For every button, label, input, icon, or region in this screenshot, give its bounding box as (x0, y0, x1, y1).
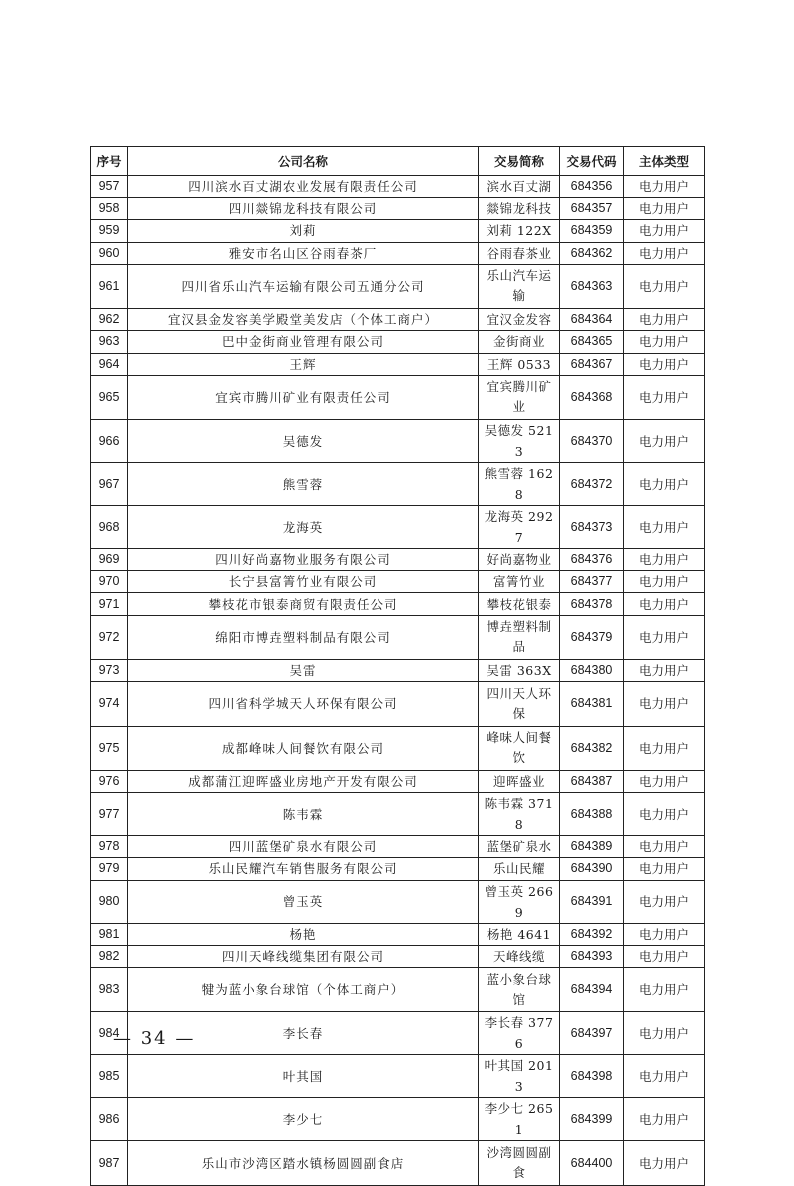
table-row (91, 549, 705, 571)
row-trade-abbr: 博垚塑料制品 (479, 615, 560, 659)
row-seq: 971 (91, 593, 128, 615)
row-trade-abbr: 好尚嘉物业 (479, 549, 560, 571)
table-row (91, 593, 705, 615)
row-entity-type: 电力用户 (624, 967, 705, 1011)
row-trade-code: 684370 (560, 420, 624, 463)
row-trade-abbr: 王辉 0533 (479, 353, 560, 375)
row-trade-code: 684380 (560, 660, 624, 682)
table-row (91, 771, 705, 793)
row-trade-code: 684373 (560, 506, 624, 549)
table-row (91, 463, 705, 506)
row-seq: 959 (91, 220, 128, 242)
row-trade-code: 684394 (560, 967, 624, 1011)
row-trade-abbr: 吴德发 5213 (479, 420, 560, 463)
row-company-name: 龙海英 (128, 506, 479, 549)
row-company-name: 四川滨水百丈湖农业发展有限责任公司 (128, 176, 479, 198)
row-company-name: 宜汉县金发容美学殿堂美发店（个体工商户） (128, 309, 479, 331)
row-trade-code: 684376 (560, 549, 624, 571)
row-trade-code: 684367 (560, 353, 624, 375)
row-company-name: 陈韦霖 (128, 793, 479, 836)
row-entity-type: 电力用户 (624, 1055, 705, 1098)
row-entity-type: 电力用户 (624, 309, 705, 331)
row-entity-type: 电力用户 (624, 549, 705, 571)
row-seq: 978 (91, 836, 128, 858)
row-seq: 970 (91, 571, 128, 593)
row-company-name: 绵阳市博垚塑料制品有限公司 (128, 615, 479, 659)
table-row (91, 198, 705, 220)
table-row (91, 375, 705, 419)
row-company-name: 四川省科学城天人环保有限公司 (128, 682, 479, 726)
row-seq: 961 (91, 264, 128, 308)
row-company-name: 李长春 (128, 1012, 479, 1055)
row-company-name: 四川蓝堡矿泉水有限公司 (128, 836, 479, 858)
row-company-name: 乐山民耀汽车销售服务有限公司 (128, 858, 479, 880)
row-trade-abbr: 龙海英 2927 (479, 506, 560, 549)
row-seq: 977 (91, 793, 128, 836)
row-entity-type: 电力用户 (624, 771, 705, 793)
row-seq: 975 (91, 726, 128, 770)
row-seq: 969 (91, 549, 128, 571)
row-seq: 967 (91, 463, 128, 506)
row-trade-code: 684391 (560, 880, 624, 923)
row-trade-abbr: 李少七 2651 (479, 1098, 560, 1141)
row-trade-abbr: 宜宾腾川矿业 (479, 375, 560, 419)
row-company-name: 曾玉英 (128, 880, 479, 923)
row-trade-code: 684381 (560, 682, 624, 726)
row-trade-code: 684365 (560, 331, 624, 353)
header-seq: 序号 (91, 147, 128, 176)
row-entity-type: 电力用户 (624, 923, 705, 945)
row-trade-abbr: 熊雪蓉 1628 (479, 463, 560, 506)
table-row (91, 220, 705, 242)
row-company-name: 雅安市名山区谷雨春茶厂 (128, 242, 479, 264)
table-row (91, 726, 705, 770)
row-trade-abbr: 曾玉英 2669 (479, 880, 560, 923)
row-trade-abbr: 天峰线缆 (479, 945, 560, 967)
row-seq: 979 (91, 858, 128, 880)
row-trade-code: 684372 (560, 463, 624, 506)
page-number: — 34 — (113, 1028, 196, 1049)
table-row (91, 264, 705, 308)
row-trade-abbr: 陈韦霖 3718 (479, 793, 560, 836)
row-company-name: 熊雪蓉 (128, 463, 479, 506)
table-row (91, 615, 705, 659)
row-company-name: 乐山市沙湾区踏水镇杨圆圆副食店 (128, 1141, 479, 1185)
table-row (91, 242, 705, 264)
row-trade-code: 684400 (560, 1141, 624, 1185)
table-row (91, 1055, 705, 1098)
row-seq: 981 (91, 923, 128, 945)
row-trade-code: 684364 (560, 309, 624, 331)
row-trade-abbr: 叶其国 2013 (479, 1055, 560, 1098)
table-row (91, 945, 705, 967)
row-trade-code: 684377 (560, 571, 624, 593)
row-company-name: 刘莉 (128, 220, 479, 242)
row-trade-abbr: 攀枝花银泰 (479, 593, 560, 615)
row-trade-code: 684392 (560, 923, 624, 945)
row-trade-code: 684362 (560, 242, 624, 264)
row-entity-type: 电力用户 (624, 506, 705, 549)
table-row (91, 176, 705, 198)
row-company-name: 李少七 (128, 1098, 479, 1141)
table-row (91, 793, 705, 836)
row-seq: 962 (91, 309, 128, 331)
row-seq: 965 (91, 375, 128, 419)
row-entity-type: 电力用户 (624, 593, 705, 615)
row-company-name: 巴中金街商业管理有限公司 (128, 331, 479, 353)
row-trade-abbr: 沙湾圆圆副食 (479, 1141, 560, 1185)
table-row (91, 836, 705, 858)
row-company-name: 叶其国 (128, 1055, 479, 1098)
table-row (91, 880, 705, 923)
row-company-name: 四川好尚嘉物业服务有限公司 (128, 549, 479, 571)
row-entity-type: 电力用户 (624, 858, 705, 880)
row-company-name: 四川燚锦龙科技有限公司 (128, 198, 479, 220)
row-seq: 982 (91, 945, 128, 967)
table-row (91, 420, 705, 463)
row-company-name: 吴德发 (128, 420, 479, 463)
header-abbr: 交易简称 (479, 147, 560, 176)
row-entity-type: 电力用户 (624, 880, 705, 923)
row-trade-abbr: 滨水百丈湖 (479, 176, 560, 198)
row-trade-abbr: 乐山汽车运输 (479, 264, 560, 308)
table-row (91, 923, 705, 945)
row-seq: 966 (91, 420, 128, 463)
row-trade-abbr: 吴雷 363X (479, 660, 560, 682)
row-entity-type: 电力用户 (624, 353, 705, 375)
row-company-name: 四川省乐山汽车运输有限公司五通分公司 (128, 264, 479, 308)
row-company-name: 宜宾市腾川矿业有限责任公司 (128, 375, 479, 419)
table-row (91, 331, 705, 353)
row-entity-type: 电力用户 (624, 198, 705, 220)
row-entity-type: 电力用户 (624, 242, 705, 264)
row-seq: 976 (91, 771, 128, 793)
row-entity-type: 电力用户 (624, 1141, 705, 1185)
row-entity-type: 电力用户 (624, 1012, 705, 1055)
row-seq: 963 (91, 331, 128, 353)
row-trade-code: 684378 (560, 593, 624, 615)
row-trade-code: 684382 (560, 726, 624, 770)
row-trade-code: 684363 (560, 264, 624, 308)
row-company-name: 犍为蓝小象台球馆（个体工商户） (128, 967, 479, 1011)
row-company-name: 成都蒲江迎晖盛业房地产开发有限公司 (128, 771, 479, 793)
row-trade-abbr: 蓝堡矿泉水 (479, 836, 560, 858)
row-company-name: 吴雷 (128, 660, 479, 682)
row-seq: 985 (91, 1055, 128, 1098)
row-trade-code: 684390 (560, 858, 624, 880)
row-trade-code: 684393 (560, 945, 624, 967)
row-trade-code: 684389 (560, 836, 624, 858)
row-trade-code: 684387 (560, 771, 624, 793)
table-header-row (91, 147, 705, 176)
row-entity-type: 电力用户 (624, 420, 705, 463)
row-company-name: 王辉 (128, 353, 479, 375)
row-seq: 964 (91, 353, 128, 375)
row-seq: 984 (91, 1012, 128, 1055)
row-company-name: 杨艳 (128, 923, 479, 945)
row-trade-abbr: 蓝小象台球馆 (479, 967, 560, 1011)
row-seq: 960 (91, 242, 128, 264)
row-entity-type: 电力用户 (624, 375, 705, 419)
row-trade-abbr: 燚锦龙科技 (479, 198, 560, 220)
table-row (91, 571, 705, 593)
row-trade-abbr: 谷雨春茶业 (479, 242, 560, 264)
row-seq: 957 (91, 176, 128, 198)
row-trade-abbr: 乐山民耀 (479, 858, 560, 880)
table-row (91, 967, 705, 1011)
row-seq: 987 (91, 1141, 128, 1185)
row-entity-type: 电力用户 (624, 463, 705, 506)
row-trade-abbr: 峰味人间餐饮 (479, 726, 560, 770)
row-seq: 983 (91, 967, 128, 1011)
row-entity-type: 电力用户 (624, 571, 705, 593)
row-company-name: 成都峰味人间餐饮有限公司 (128, 726, 479, 770)
row-entity-type: 电力用户 (624, 836, 705, 858)
table-row (91, 1098, 705, 1141)
row-entity-type: 电力用户 (624, 615, 705, 659)
row-entity-type: 电力用户 (624, 660, 705, 682)
table-row (91, 858, 705, 880)
table-row (91, 353, 705, 375)
row-trade-code: 684379 (560, 615, 624, 659)
row-trade-code: 684368 (560, 375, 624, 419)
row-trade-abbr: 杨艳 4641 (479, 923, 560, 945)
row-entity-type: 电力用户 (624, 945, 705, 967)
row-seq: 974 (91, 682, 128, 726)
row-entity-type: 电力用户 (624, 726, 705, 770)
row-trade-abbr: 宜汉金发容 (479, 309, 560, 331)
row-trade-abbr: 迎晖盛业 (479, 771, 560, 793)
header-company: 公司名称 (128, 147, 479, 176)
row-entity-type: 电力用户 (624, 682, 705, 726)
row-trade-abbr: 李长春 3776 (479, 1012, 560, 1055)
row-entity-type: 电力用户 (624, 264, 705, 308)
row-trade-code: 684398 (560, 1055, 624, 1098)
row-trade-code: 684357 (560, 198, 624, 220)
row-entity-type: 电力用户 (624, 176, 705, 198)
row-trade-code: 684388 (560, 793, 624, 836)
row-seq: 986 (91, 1098, 128, 1141)
row-company-name: 攀枝花市银泰商贸有限责任公司 (128, 593, 479, 615)
table-row (91, 506, 705, 549)
row-entity-type: 电力用户 (624, 331, 705, 353)
table-row (91, 309, 705, 331)
row-company-name: 长宁县富箐竹业有限公司 (128, 571, 479, 593)
row-trade-code: 684359 (560, 220, 624, 242)
header-code: 交易代码 (560, 147, 624, 176)
row-trade-abbr: 金街商业 (479, 331, 560, 353)
row-company-name: 四川天峰线缆集团有限公司 (128, 945, 479, 967)
row-trade-abbr: 富箐竹业 (479, 571, 560, 593)
header-type: 主体类型 (624, 147, 705, 176)
row-entity-type: 电力用户 (624, 1098, 705, 1141)
row-seq: 980 (91, 880, 128, 923)
row-entity-type: 电力用户 (624, 793, 705, 836)
table-row (91, 682, 705, 726)
row-seq: 958 (91, 198, 128, 220)
row-seq: 968 (91, 506, 128, 549)
row-seq: 972 (91, 615, 128, 659)
row-trade-code: 684356 (560, 176, 624, 198)
row-entity-type: 电力用户 (624, 220, 705, 242)
row-trade-code: 684399 (560, 1098, 624, 1141)
row-trade-abbr: 四川天人环保 (479, 682, 560, 726)
table-row (91, 1141, 705, 1185)
table-row (91, 660, 705, 682)
row-seq: 973 (91, 660, 128, 682)
row-trade-abbr: 刘莉 122X (479, 220, 560, 242)
row-trade-code: 684397 (560, 1012, 624, 1055)
